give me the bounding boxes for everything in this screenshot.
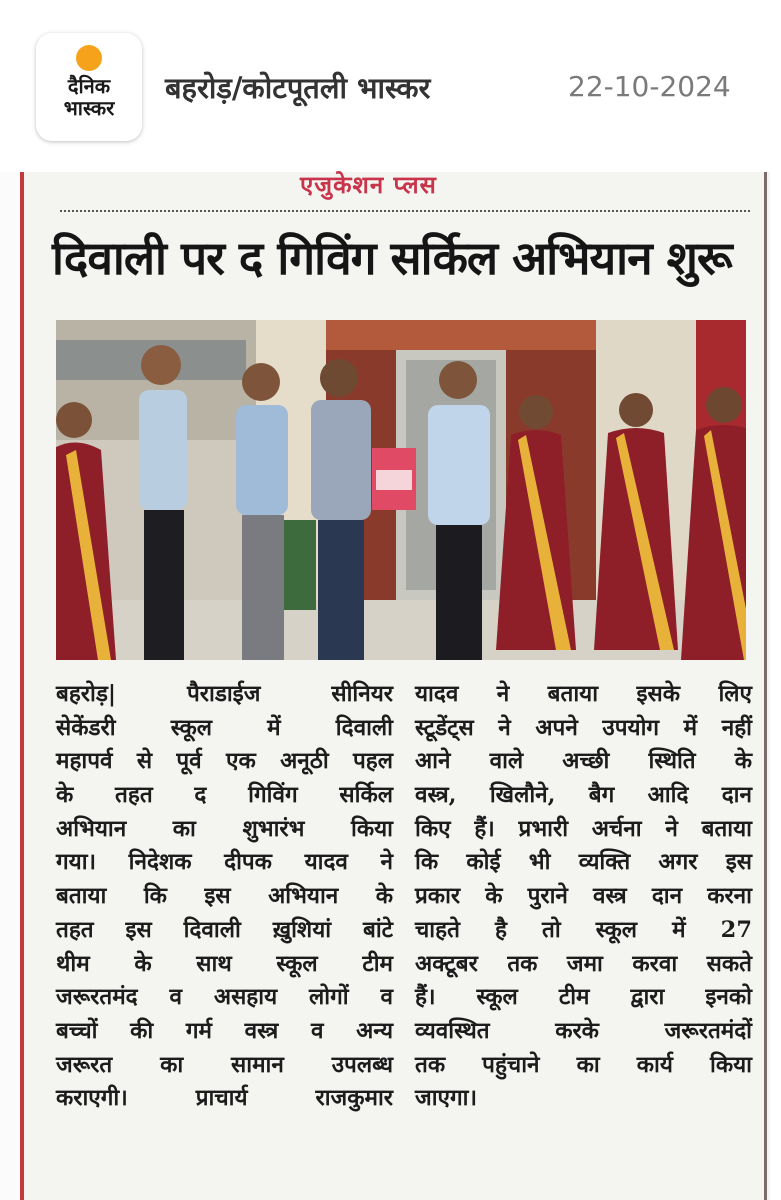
article-column-1 [56, 678, 393, 1116]
photo-person-2 [139, 345, 187, 660]
dainik-bhaskar-logo[interactable] [36, 33, 142, 141]
column-line: तहत इस दिवाली ख़ुशियां बांटे [56, 916, 393, 943]
logo-text-line2: भास्कर [63, 96, 115, 120]
column-line: आने वाले अच्छी स्थिति के [415, 748, 752, 775]
photo-person-5 [428, 361, 490, 660]
photo-poster [372, 448, 416, 510]
edition-title: बहरोड़/कोटपूतली भास्कर [165, 71, 431, 105]
page-gutter [0, 172, 20, 1200]
article-photo [56, 320, 746, 660]
article-headline: दिवाली पर द गिविंग सर्किल अभियान शुरू [52, 231, 732, 285]
app-header [0, 0, 781, 170]
column-line: यादव ने बताया इसके लिए [415, 681, 752, 707]
column-line: बताया कि इस अभियान के [56, 883, 393, 910]
column-line: वस्त्र, खिलौने, बैग आदि दान [415, 782, 752, 809]
section-tag: एजुकेशन प्लस [300, 171, 437, 199]
clip-left-border [20, 172, 24, 1200]
column-line: तक पहुंचाने का कार्य किया [415, 1051, 752, 1078]
column-line: अक्टूबर तक जमा करवा सकते [415, 950, 752, 977]
column-line: किए हैं। प्रभारी अर्चना ने बताया [415, 815, 752, 842]
column-line: थीम के साथ स्कूल टीम [56, 950, 393, 977]
sun-icon [76, 45, 102, 71]
column-line: कि कोई भी व्यक्ति अगर इस [415, 849, 752, 876]
column-line: स्टूडेंट्स ने अपने उपयोग में नहीं [415, 714, 752, 741]
column-line: व्यवस्थित करके जरूरतमंदों [415, 1017, 752, 1044]
clip-right-border [764, 172, 767, 1200]
column-line: जाएगा। [415, 1085, 477, 1112]
column-line: प्रकार के पुराने वस्त्र दान करना [415, 883, 752, 910]
column-line: अभियान का शुभारंभ किया [56, 815, 393, 842]
column-line: महापर्व से पूर्व एक अनूठी पहल [56, 748, 393, 775]
column-line: सेकेंडरी स्कूल में दिवाली [56, 714, 393, 741]
column-line: जरूरतमंद व असहाय लोगों व [56, 984, 393, 1011]
column-line: चाहते है तो स्कूल में 27 [415, 916, 752, 943]
photo-person-3 [236, 363, 288, 660]
column-line: के तहत द गिविंग सर्किल [56, 782, 393, 809]
column-line: बच्चों की गर्म वस्त्र व अन्य [56, 1017, 393, 1044]
column-line: जरूरत का सामान उपलब्ध [56, 1051, 393, 1078]
divider [60, 210, 750, 212]
logo-text-line1: दैनिक [67, 74, 111, 98]
column-line: कराएगी। प्राचार्य राजकुमार [56, 1085, 393, 1112]
column-line: गया। निदेशक दीपक यादव ने [56, 849, 393, 876]
edition-date: 22-10-2024 [568, 70, 731, 103]
column-line: हैं। स्कूल टीम द्वारा इनको [415, 984, 752, 1011]
column-line: बहरोड़| पैराडाईज सीनियर [56, 681, 393, 707]
photo-person-4 [311, 359, 371, 660]
article-column-2 [415, 678, 752, 1116]
